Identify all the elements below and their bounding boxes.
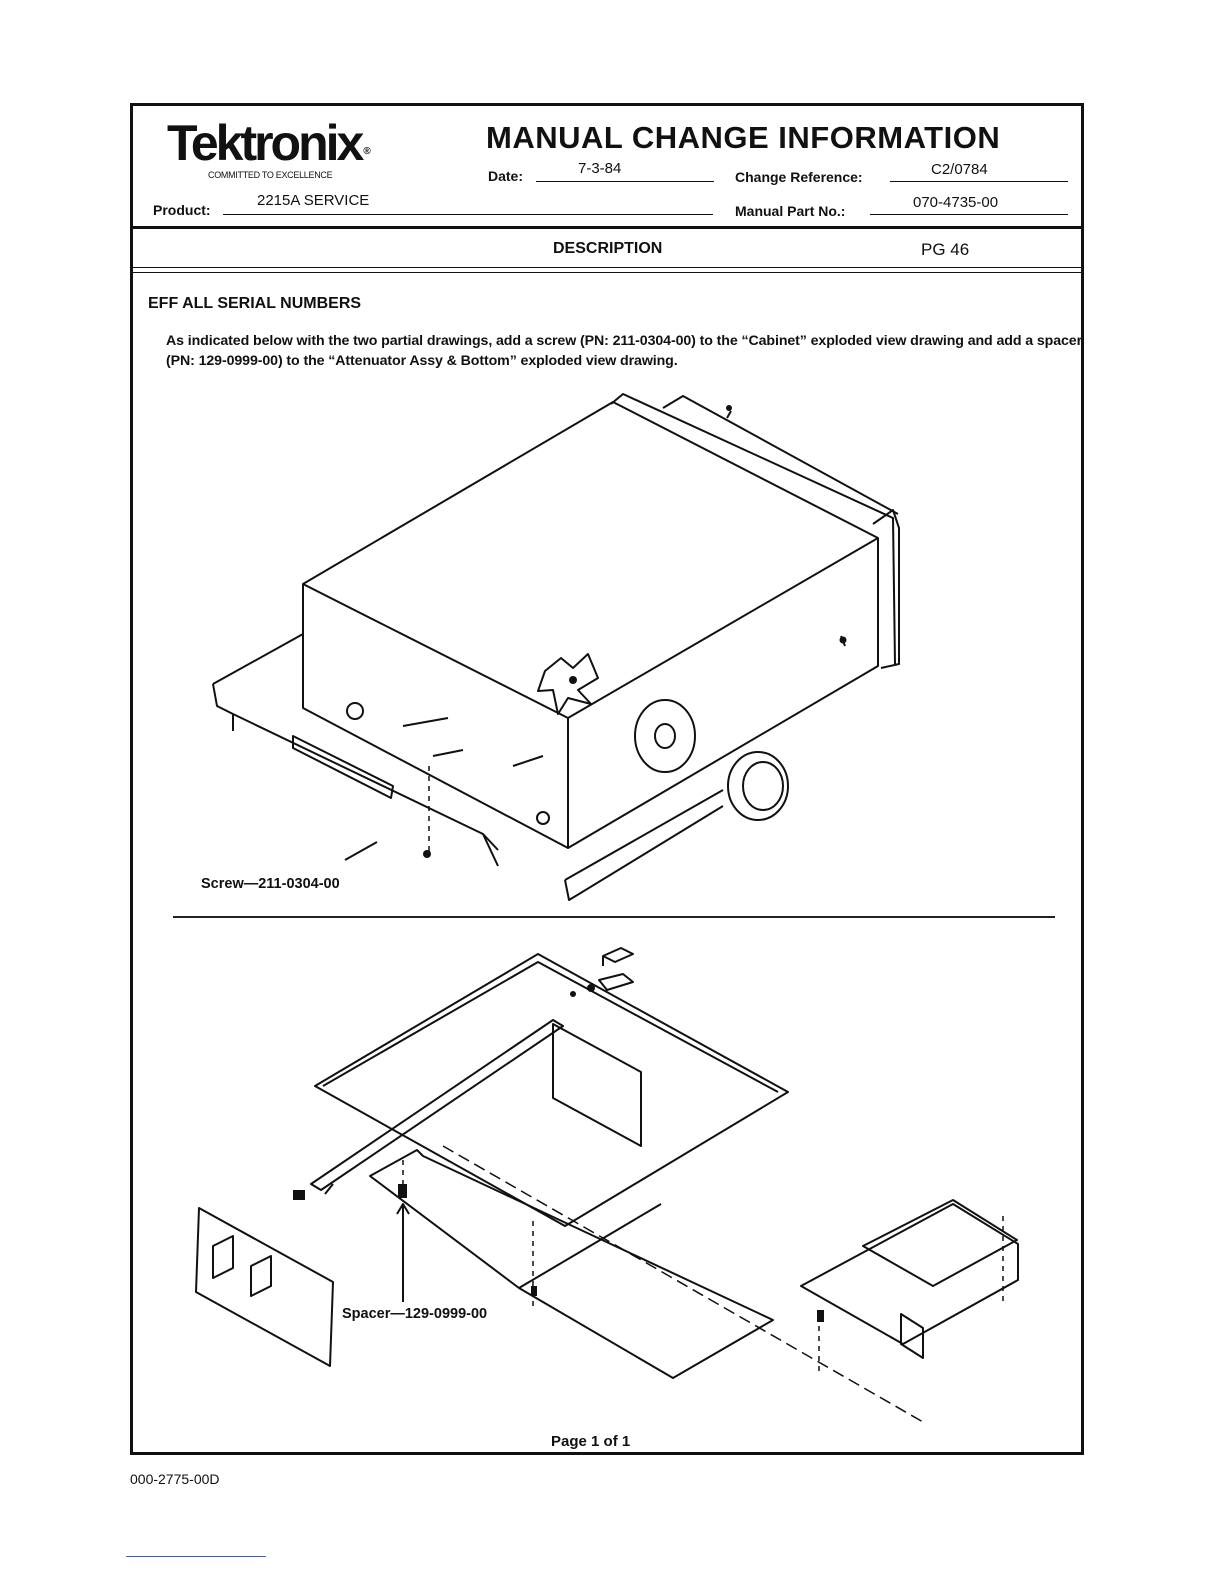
- screw-callout: Screw—211-0304-00: [201, 876, 340, 892]
- date-value: 7-3-84: [578, 160, 622, 177]
- footer-divider: [126, 1556, 266, 1557]
- form-number: 000-2775-00D: [130, 1471, 220, 1487]
- page-reference: PG 46: [921, 240, 970, 259]
- spacer-callout: Spacer—129-0999-00: [342, 1306, 488, 1322]
- manual-part-label: Manual Part No.:: [735, 203, 846, 219]
- tektronix-logo: Tektronix ®: [167, 115, 371, 171]
- attenuator-exploded-view: [133, 106, 1081, 1452]
- description-heading: DESCRIPTION: [553, 240, 663, 257]
- change-reference-value: C2/0784: [931, 161, 988, 178]
- product-value: 2215A SERVICE: [257, 192, 370, 209]
- tagline: COMMITTED TO EXCELLENCE: [208, 170, 333, 180]
- effectivity-heading: EFF ALL SERIAL NUMBERS: [148, 295, 362, 312]
- date-label: Date:: [488, 168, 524, 184]
- change-notice-frame: [130, 103, 1084, 1455]
- instruction-text: As indicated below with the two partial drawings, add a screw (PN: 211-0304-00) to the “Cabinet” exploded view drawing and add a spacer (PN: 129-0999-00) to the “Attenuator Assy & Bottom” exploded view drawing.: [166, 333, 1083, 369]
- page-title: MANUAL CHANGE INFORMATION: [486, 120, 1001, 155]
- change-reference-label: Change Reference:: [735, 169, 863, 185]
- manual-part-value: 070-4735-00: [913, 194, 999, 211]
- page-number: Page 1 of 1: [551, 1433, 631, 1450]
- product-label: Product:: [153, 202, 211, 218]
